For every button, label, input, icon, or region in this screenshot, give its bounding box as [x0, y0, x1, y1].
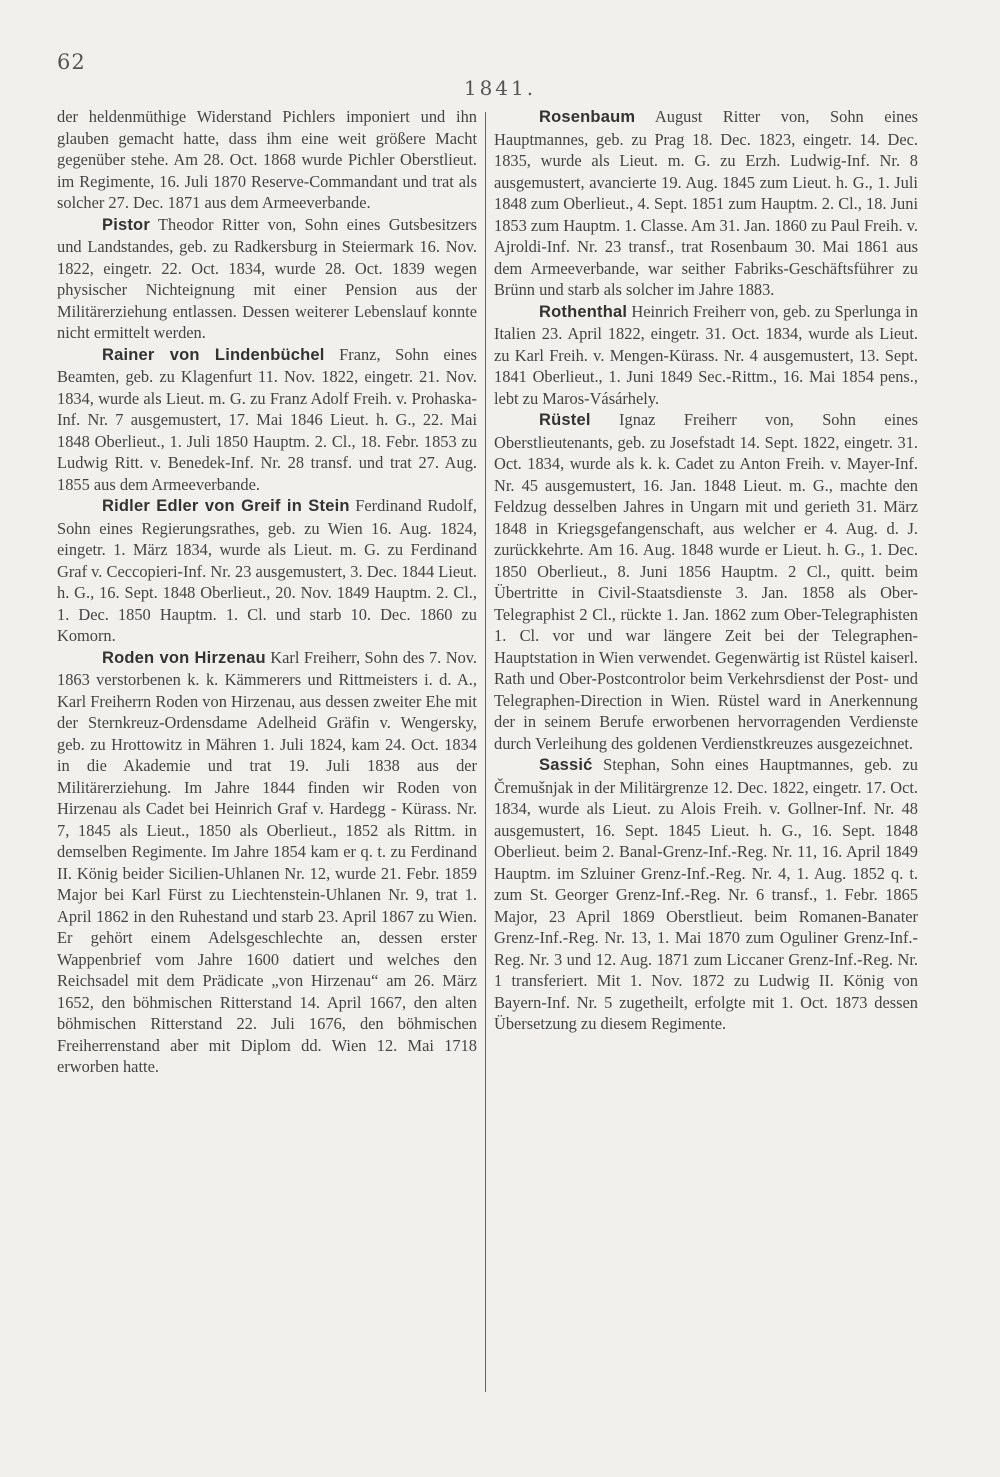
- entry-text: der heldenmüthige Widerstand Pichlers imponiert und ihn glauben gemacht hatte, dass ihm eine weit größere Macht gegenüber stehe. Am 28. Oct. 1868 wurde Pichler Oberstlieut. im Regimente, 16. Juli 1870 Reserve-Commandant und trat als solcher 27. Dec. 1871 aus dem Armeeverbande.: [57, 107, 477, 212]
- entry-name: Rainer von Lindenbüchel: [102, 345, 325, 364]
- right-column: [494, 106, 918, 1035]
- entry-text: August Ritter von, Sohn eines Hauptmannes, geb. zu Prag 18. Dec. 1823, eingetr. 14. Dec. 1835, wurde als Lieut. m. G. zu Erzh. Ludwig-Inf. Nr. 8 ausgemustert, avancierte 19. Aug. 1845 zum Lieut. h. G., 1. Juli 1848 zum Oberlieut., 4. Sept. 1851 zum Hauptm. 2. Cl., 18. Juni 1853 zum Hauptm. 1. Classe. Am 31. Jan. 1860 zu Paul Freih. v. Ajroldi-Inf. Nr. 23 transf., trat Rosenbaum 30. Mai 1861 aus dem Armeeverbande, war seither Fabriks-Geschäftsführer zu Brünn und starb als solcher im Jahre 1883.: [494, 107, 918, 299]
- entry-text: Karl Freiherr, Sohn des 7. Nov. 1863 verstorbenen k. k. Kämmerers und Rittmeisters i. d. A., Karl Freiherrn Roden von Hirzenau, aus dessen zweiter Ehe mit der Sternkreuz-Ordensdame Adelheid Gräfin v. Wengersky, geb. zu Hrottowitz in Mähren 1. Juli 1824, kam 24. Oct. 1834 in die Akademie und trat 19. Juli 1838 aus der Militärerziehung. Im Jahre 1844 finden wir Roden von Hirzenau als Cadet bei Heinrich Graf v. Hardegg - Kürass. Nr. 7, 1845 als Lieut., 1850 als Oberlieut., 1852 als Rittm. in demselben Regimente. Im Jahre 1854 kam er q. t. zu Ferdinand II. König beider Sicilien-Uhlanen Nr. 12, wurde 21. Febr. 1859 Major bei Karl Fürst zu Liechtenstein-Uhlanen Nr. 9, trat 1. April 1862 in den Ruhestand und starb 23. April 1867 zu Wien. Er gehört einem Adelsgeschlechte an, dessen erster Wappenbrief vom Jahre 1600 datiert und welches den Reichsadel mit dem Prädicate „von Hirzenau“ am 26. März 1652, den böhmischen Ritterstand 14. April 1667, den alten böhmischen Ritterstand 22. Juli 1676, den böhmischen Freiherrenstand aber mit Diplom dd. Wien 12. Mai 1718 erworben hatte.: [57, 647, 477, 1076]
- entry-name: Rothenthal: [539, 302, 628, 321]
- entry-name: Rüstel: [539, 411, 591, 429]
- entry-name: Sassić: [539, 756, 593, 774]
- entry-text: Heinrich Freiherr von, geb. zu Sperlunga in Italien 23. April 1822, eingetr. 31. Oct. 1834, wurde als Lieut. zu Karl Freih. v. Mengen-Kürass. Nr. 4 ausgemustert, 13. Sept. 1841 Oberlieut., 1. Juni 1849 Sec.-Rittm., 16. Mai 1854 pens., lebt zu Maros-Vásárhely.: [494, 301, 918, 408]
- entry-text: Ignaz Freiherr von, Sohn eines Oberstlieutenants, geb. zu Josefstadt 14. Sept. 1822, eingetr. 31. Oct. 1834, wurde als k. k. Cadet zu Anton Freih. v. Mayer-Inf. Nr. 45 ausgemustert, 16. Jan. 1848 Lieut. m. G., machte den Feldzug desselben Jahres in Ungarn mit und gerieth 31. März 1848 in Kriegsgefangenschaft, aus welcher er 4. Aug. d. J. zurückkehrte. Am 16. Aug. 1848 wurde er Lieut. h. G., 1. Dec. 1850 Oberlieut., 8. Juni 1856 Hauptm. 2 Cl., quitt. beim Übertritte in Civil-Staatsdienste 3. Jan. 1858 als Ober-Telegraphist 2 Cl., rückte 1. Jan. 1862 zum Ober-Telegraphisten 1. Cl. vor und war längere Zeit bei der Telegraphen-Hauptstation in Wien verwendet. Gegenwärtig ist Rüstel kaiserl. Rath und Ober-Postcontrolor beim Verkehrsdienst der Post- und Telegraphen-Direction in Wien. Rüstel ward in Anerkennung der in seinem Berufe erworbenen hervorragenden Verdienste durch Verleihung des goldenen Verdienstkreuzes ausgezeichnet.: [494, 410, 918, 753]
- entry-text: Theodor Ritter von, Sohn eines Gutsbesitzers und Landstandes, geb. zu Radkersburg in Steiermark 16. Nov. 1822, eingetr. 22. Oct. 1834, wurde 28. Oct. 1839 wegen physischer Nichteignung mit einer Pension aus der Militärerziehung entlassen. Dessen weiterer Lebenslauf konnte nicht ermittelt werden.: [57, 214, 477, 342]
- column-divider: [485, 112, 486, 1392]
- entry-continuation: [57, 106, 477, 214]
- page-number: 62: [57, 50, 86, 74]
- entry-roden: [57, 647, 477, 1078]
- entry-name: Rosenbaum: [539, 108, 636, 126]
- entry-name: Pistor: [102, 215, 150, 234]
- entry-sassic: [494, 754, 918, 1035]
- entry-text: Ferdinand Rudolf, Sohn eines Regierungsrathes, geb. zu Wien 16. Aug. 1824, eingetr. 1. März 1834, wurde als Lieut. m. G. zu Ferdinand Graf v. Ceccopieri-Inf. Nr. 23 ausgemustert, 3. Dec. 1844 Lieut. h. G., 16. Sept. 1848 Oberlieut., 20. Nov. 1849 Hauptm. 2. Cl., 1. Dec. 1850 Hauptm. 1. Cl. und starb 10. Dec. 1860 zu Komorn.: [57, 496, 477, 645]
- entry-rothenthal: [494, 301, 918, 410]
- page-year-heading: 1841.: [463, 76, 537, 100]
- entry-rosenbaum: [494, 106, 918, 301]
- entry-ruestel: [494, 409, 918, 754]
- entry-text: Stephan, Sohn eines Hauptmannes, geb. zu Čremušnjak in der Militärgrenze 12. Dec. 1822, eingetr. 17. Oct. 1834, wurde als Lieut. zu Alois Freih. v. Gollner-Inf. Nr. 48 ausgemustert, 16. Sept. 1845 Lieut. h. G., 16. Sept. 1848 Oberlieut. beim 2. Banal-Grenz-Inf.-Reg. Nr. 11, 16. April 1849 Hauptm. im Szluiner Grenz-Inf.-Reg. Nr. 4, 1. Aug. 1852 q. t. zum St. Georger Grenz-Inf.-Reg. Nr. 6 transf., 1. Febr. 1865 Major, 23 April 1869 Oberstlieut. beim Romanen-Banater Grenz-Inf.-Reg. Nr. 13, 1. Mai 1870 zum Oguliner Grenz-Inf.-Reg. Nr. 3 und 12. Aug. 1871 zum Liccaner Grenz-Inf.-Reg. Nr. 1 transferiert. Mit 1. Nov. 1872 zu Ludwig II. König von Bayern-Inf. Nr. 5 zugetheilt, erfolgte mit 1. Oct. 1873 dessen Übersetzung zu diesem Regimente.: [494, 755, 918, 1033]
- entry-name: Ridler Edler von Greif in Stein: [102, 497, 350, 515]
- entry-text: Franz, Sohn eines Beamten, geb. zu Klagenfurt 11. Nov. 1822, eingetr. 21. Nov. 1834, wurde als Lieut. m. G. zu Franz Adolf Freih. v. Prohaska-Inf. Nr. 7 ausgemustert, 17. Mai 1846 Lieut. h. G., 22. Mai 1848 Oberlieut., 1. Juli 1850 Hauptm. 2. Cl., 18. Febr. 1853 zu Ludwig Ritt. v. Benedek-Inf. Nr. 28 transf. und trat 27. Aug. 1855 aus dem Armeeverbande.: [57, 344, 477, 494]
- entry-rainer: [57, 344, 477, 496]
- left-column: [57, 106, 477, 1078]
- entry-name: Roden von Hirzenau: [102, 648, 266, 667]
- entry-ridler: [57, 495, 477, 647]
- entry-pistor: [57, 214, 477, 344]
